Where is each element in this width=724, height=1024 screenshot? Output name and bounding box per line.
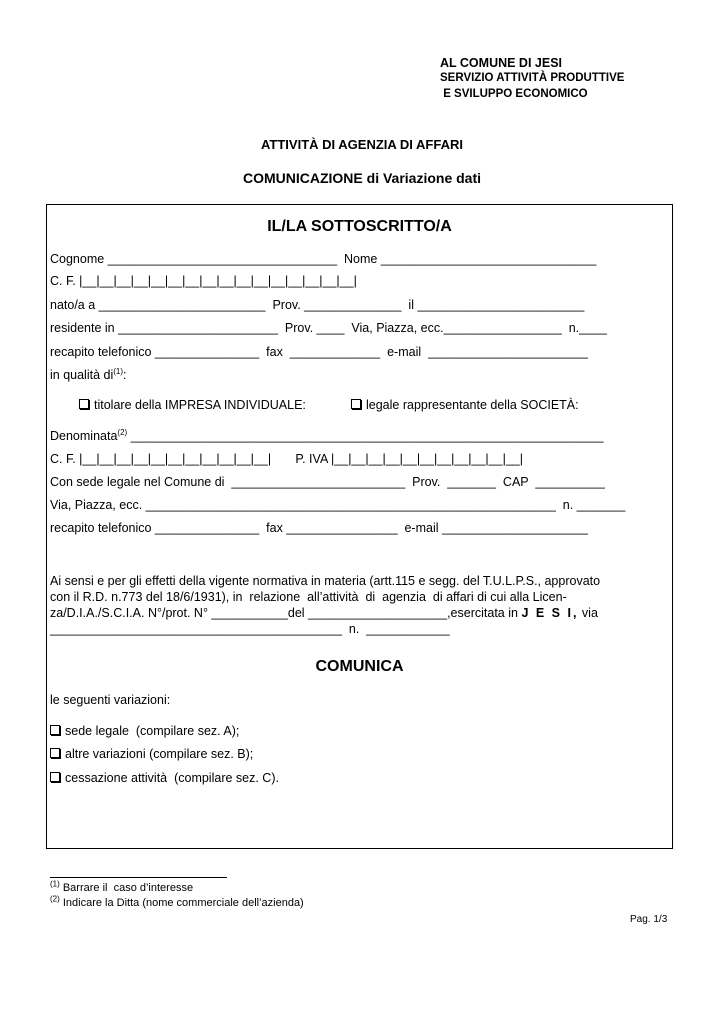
- footnote-2-mark: (2): [50, 894, 60, 904]
- checkbox-icon[interactable]: [50, 772, 60, 782]
- communication-title-rest: di Variazione dati: [362, 170, 482, 186]
- legal-text-line-4[interactable]: __________________________________________ n. ____________: [50, 622, 450, 636]
- legal-text-line-3[interactable]: [50, 605, 598, 621]
- signatory-heading: IL/LA SOTTOSCRITTO/A: [267, 218, 452, 235]
- option-other-changes[interactable]: [50, 746, 253, 762]
- option-legal-rep[interactable]: [351, 397, 579, 413]
- company-name-field[interactable]: ____________________________________________________________________: [127, 429, 604, 443]
- option-legal-rep-label: legale rappresentante della SOCIETÀ:: [366, 398, 579, 412]
- communication-title: [0, 170, 724, 186]
- footnote-ref-2: (2): [117, 427, 128, 437]
- checkbox-icon[interactable]: [50, 725, 60, 735]
- option-other-changes-label: altre variazioni (compilare sez. B);: [65, 747, 254, 761]
- street-label: via: [578, 606, 598, 620]
- footnote-ref-1: (1): [113, 366, 124, 376]
- communication-title-bold: COMUNICAZIONE: [242, 170, 363, 186]
- contact-row[interactable]: recapito telefonico _______________ fax _____________ e-mail _______________________: [50, 345, 588, 359]
- option-cessation[interactable]: [50, 770, 279, 786]
- option-cessation-label: cessazione attività (compilare sez. C).: [65, 771, 279, 785]
- checkbox-icon[interactable]: [351, 399, 361, 409]
- company-name-label: Denominata: [50, 429, 118, 443]
- tax-code-row[interactable]: C. F. |__|__|__|__|__|__|__|__|__|__|__|__|__|__|__|__|: [50, 274, 357, 288]
- role-label: [50, 367, 127, 383]
- company-contact-row[interactable]: recapito telefonico _______________ fax ________________ e-mail _____________________: [50, 521, 588, 535]
- footnote-2: [50, 894, 304, 909]
- footnote-1-text: Barrare il caso d’interesse: [59, 882, 194, 894]
- role-text: in qualità di: [50, 368, 114, 382]
- company-name-row[interactable]: [50, 428, 603, 444]
- address-row[interactable]: Via, Piazza, ecc. ___________________________________________________________ n. _______: [50, 498, 626, 512]
- license-field[interactable]: za/D.I.A./S.C.I.A. N°/prot. N° ___________del ____________________,esercitata in: [50, 606, 522, 620]
- communicates-heading: COMUNICA: [315, 658, 404, 675]
- footnote-1: [50, 879, 194, 894]
- role-colon: :: [123, 368, 127, 382]
- legal-seat-row[interactable]: Con sede legale nel Comune di _________________________ Prov. _______ CAP __________: [50, 475, 605, 489]
- surname-name-row[interactable]: Cognome _________________________________ Nome _______________________________: [50, 252, 597, 266]
- checkbox-icon[interactable]: [79, 399, 89, 409]
- option-sole-proprietor-label: titolare della IMPRESA INDIVIDUALE:: [94, 398, 306, 412]
- birth-row[interactable]: nato/a a ________________________ Prov. ______________ il ________________________: [50, 298, 585, 312]
- activity-title: ATTIVITÀ DI AGENZIA DI AFFARI: [261, 137, 463, 152]
- variations-intro: le seguenti variazioni:: [50, 693, 171, 707]
- option-legal-seat-label: sede legale (compilare sez. A);: [65, 724, 240, 738]
- recipient-line-2: SERVIZIO ATTIVITÀ PRODUTTIVE: [440, 72, 625, 84]
- footnote-1-mark: (1): [50, 879, 60, 889]
- recipient-line-1: AL COMUNE DI JESI: [440, 56, 563, 70]
- footnote-divider: [50, 877, 227, 878]
- residence-row[interactable]: residente in _______________________ Prov. ____ Via, Piazza, ecc._________________ n.____: [50, 321, 607, 335]
- option-sole-proprietor[interactable]: [79, 397, 306, 413]
- option-legal-seat[interactable]: [50, 723, 239, 739]
- page-number: Pag. 1/3: [630, 914, 668, 925]
- legal-text-line-1: Ai sensi e per gli effetti della vigente normativa in materia (artt.115 e segg. del T.U.L.P.S., approvato: [50, 574, 601, 588]
- city-name: J E S I,: [521, 606, 579, 620]
- legal-text-line-2: con il R.D. n.773 del 18/6/1931), in relazione all’attività di agenzia di affari di cui alla Licen-: [50, 590, 567, 604]
- company-tax-vat-row[interactable]: C. F. |__|__|__|__|__|__|__|__|__|__|__| P. IVA |__|__|__|__|__|__|__|__|__|__|__|: [50, 452, 523, 466]
- footnote-2-text: Indicare la Ditta (nome commerciale dell’azienda): [59, 897, 304, 909]
- recipient-line-3: E SVILUPPO ECONOMICO: [440, 88, 588, 100]
- checkbox-icon[interactable]: [50, 748, 60, 758]
